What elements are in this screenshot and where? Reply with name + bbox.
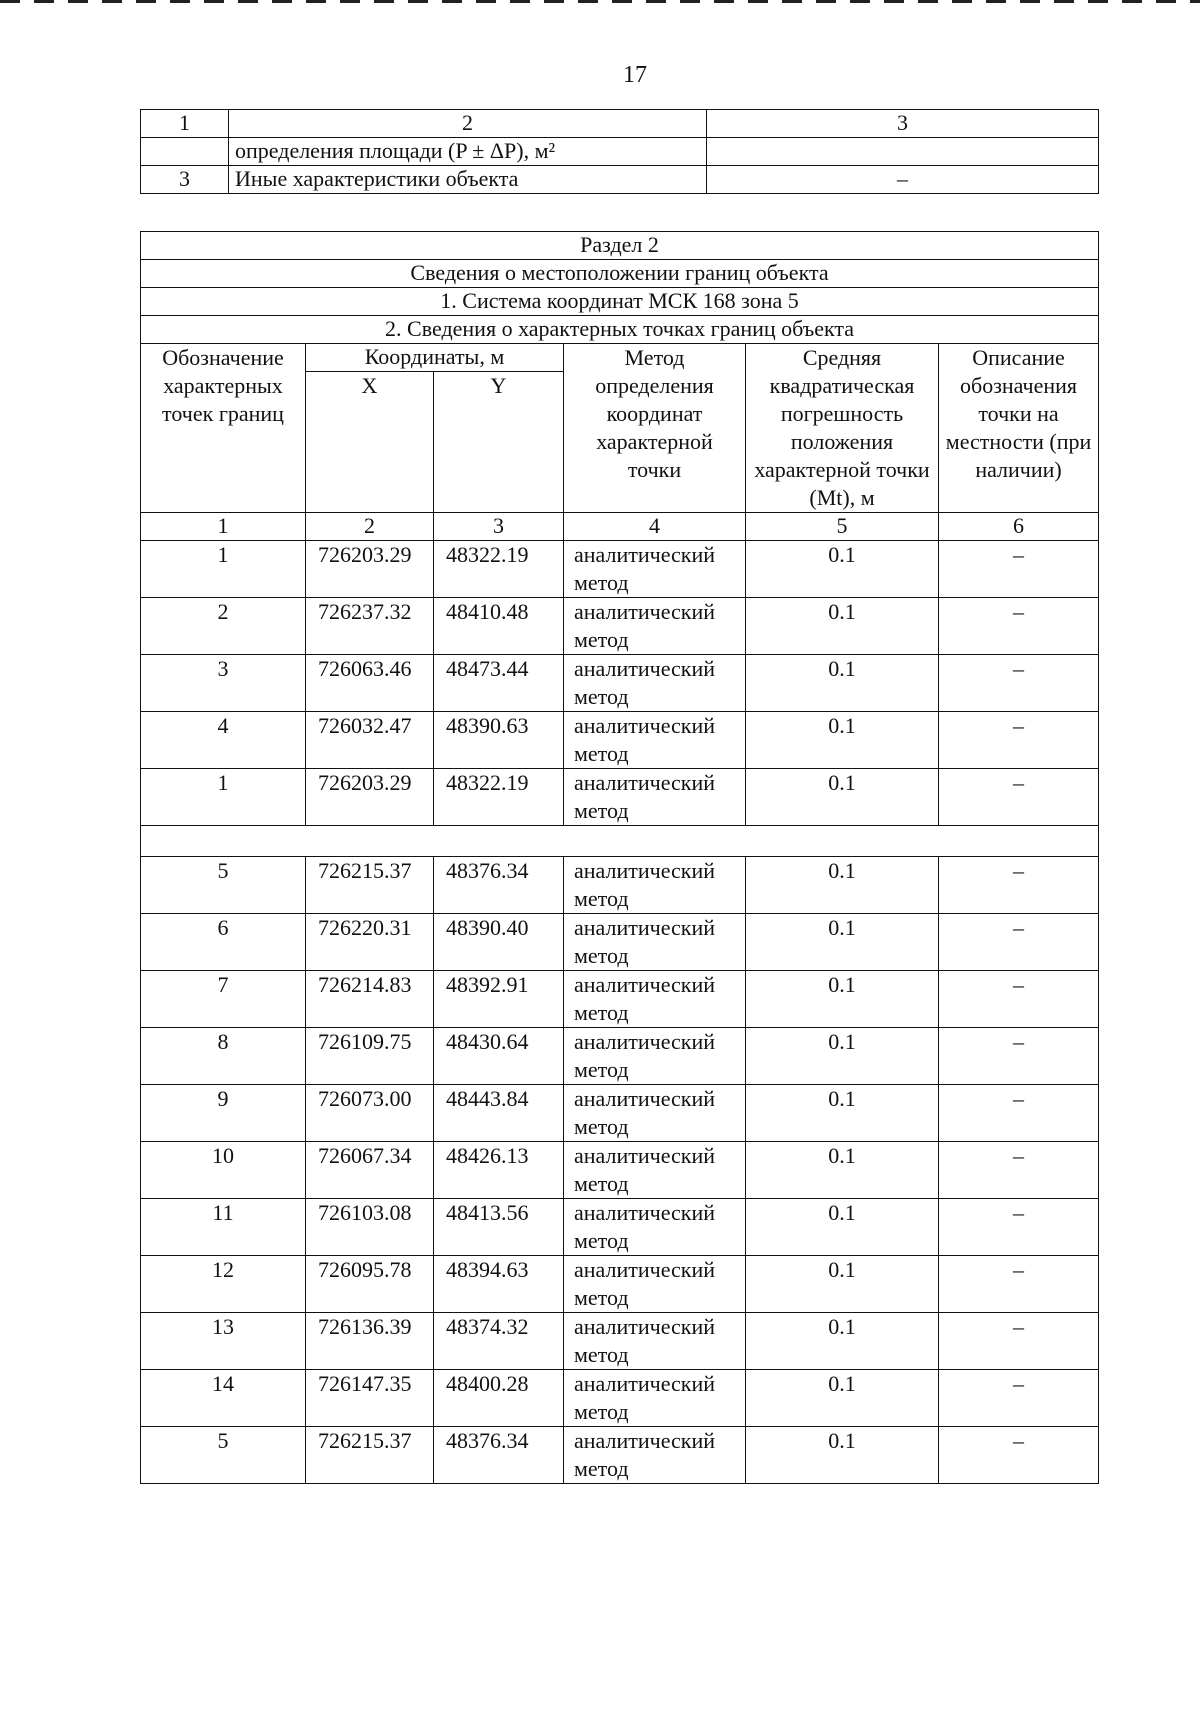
- table-cell: аналитический метод: [564, 1256, 746, 1313]
- table-cell: –: [939, 1256, 1099, 1313]
- coordinate-system: 1. Система координат МСК 168 зона 5: [141, 288, 1099, 316]
- col-header-error: Средняя квадратическая погрешность положения характерной точки (Mt), м: [746, 344, 939, 513]
- table-cell: аналитический метод: [564, 857, 746, 914]
- table-cell: –: [939, 914, 1099, 971]
- table-row: [141, 769, 1099, 826]
- table-cell: 3: [707, 110, 1099, 138]
- table-cell: 3: [141, 166, 229, 194]
- table-cell: 726063.46: [306, 655, 434, 712]
- table-cell: 48443.84: [434, 1085, 564, 1142]
- col-header-description: Описание обозначения точки на местности (при наличии): [939, 344, 1099, 513]
- table-cell: аналитический метод: [564, 598, 746, 655]
- table-cell: 14: [141, 1370, 306, 1427]
- table-cell: 5: [141, 1427, 306, 1484]
- table-cell: аналитический метод: [564, 1028, 746, 1085]
- table-cell: аналитический метод: [564, 1085, 746, 1142]
- table-cell: 1: [141, 541, 306, 598]
- table-cell: 11: [141, 1199, 306, 1256]
- table-cell: 726215.37: [306, 857, 434, 914]
- table-cell: 48473.44: [434, 655, 564, 712]
- separator-row: [141, 826, 1099, 857]
- table-cell: 726032.47: [306, 712, 434, 769]
- table-row: [141, 138, 1099, 166]
- table-cell: 1: [141, 110, 229, 138]
- table-cell: –: [939, 769, 1099, 826]
- table-cell: [141, 138, 229, 166]
- col-number: 6: [939, 513, 1099, 541]
- table-cell: –: [939, 1142, 1099, 1199]
- table-cell: 0.1: [746, 1427, 939, 1484]
- table-cell: –: [939, 971, 1099, 1028]
- table-cell: 0.1: [746, 857, 939, 914]
- table-cell: –: [939, 857, 1099, 914]
- table-row: [141, 971, 1099, 1028]
- table-cell: 48390.63: [434, 712, 564, 769]
- table-cell: 1: [141, 769, 306, 826]
- table-cell: 9: [141, 1085, 306, 1142]
- table-cell: 48374.32: [434, 1313, 564, 1370]
- table-cell: 0.1: [746, 541, 939, 598]
- table-row: [141, 1370, 1099, 1427]
- table-cell: 10: [141, 1142, 306, 1199]
- col-header-method: Метод определения координат характерной точки: [564, 344, 746, 513]
- page-number: 17: [623, 62, 647, 88]
- table-cell: Иные характеристики объекта: [229, 166, 707, 194]
- table-cell: –: [939, 1028, 1099, 1085]
- table-cell: 726237.32: [306, 598, 434, 655]
- table-cell: аналитический метод: [564, 1199, 746, 1256]
- table-cell: 2: [141, 598, 306, 655]
- table-cell: 726136.39: [306, 1313, 434, 1370]
- table-cell: –: [939, 712, 1099, 769]
- table-cell: 48410.48: [434, 598, 564, 655]
- table-cell: 726109.75: [306, 1028, 434, 1085]
- table-cell: 0.1: [746, 1313, 939, 1370]
- table-cell: аналитический метод: [564, 1142, 746, 1199]
- table-cell: 48413.56: [434, 1199, 564, 1256]
- table-cell: 726103.08: [306, 1199, 434, 1256]
- table-cell: 6: [141, 914, 306, 971]
- table-cell: аналитический метод: [564, 1313, 746, 1370]
- table-cell: 726215.37: [306, 1427, 434, 1484]
- col-header-y: Y: [434, 372, 564, 513]
- table-row: [141, 712, 1099, 769]
- table-row: [141, 166, 1099, 194]
- table-row: [141, 1142, 1099, 1199]
- table-cell: 0.1: [746, 769, 939, 826]
- table-row: [141, 1199, 1099, 1256]
- points-title: 2. Сведения о характерных точках границ объекта: [141, 316, 1099, 344]
- table-cell: 48322.19: [434, 769, 564, 826]
- table-title: Сведения о местоположении границ объекта: [141, 260, 1099, 288]
- table-cell: 13: [141, 1313, 306, 1370]
- table-cell: 0.1: [746, 1028, 939, 1085]
- table-row: [141, 857, 1099, 914]
- table-row: [141, 1256, 1099, 1313]
- table-cell: –: [939, 1427, 1099, 1484]
- section-title: Раздел 2: [141, 232, 1099, 260]
- table-cell: 0.1: [746, 971, 939, 1028]
- table-cell: –: [707, 166, 1099, 194]
- table-row: [141, 598, 1099, 655]
- col-header-point: Обозначение характерных точек границ: [141, 344, 306, 513]
- table-cell: 726203.29: [306, 541, 434, 598]
- table-cell: 726203.29: [306, 769, 434, 826]
- boundary-points-table: [140, 231, 1099, 1484]
- table-cell: 0.1: [746, 598, 939, 655]
- col-number: 1: [141, 513, 306, 541]
- table-header-row: [141, 110, 1099, 138]
- table-cell: аналитический метод: [564, 1427, 746, 1484]
- table-cell: –: [939, 1085, 1099, 1142]
- table-row: [141, 1028, 1099, 1085]
- table-cell: –: [939, 1313, 1099, 1370]
- table-cell: 0.1: [746, 1199, 939, 1256]
- table-cell: 48430.64: [434, 1028, 564, 1085]
- table-cell: аналитический метод: [564, 655, 746, 712]
- table-cell: 726095.78: [306, 1256, 434, 1313]
- table-cell: аналитический метод: [564, 769, 746, 826]
- col-number: 5: [746, 513, 939, 541]
- col-number: 2: [306, 513, 434, 541]
- table-cell: 726067.34: [306, 1142, 434, 1199]
- table-cell: [141, 826, 1099, 857]
- table-cell: 0.1: [746, 655, 939, 712]
- table-cell: 0.1: [746, 1142, 939, 1199]
- col-number: 3: [434, 513, 564, 541]
- table-cell: 0.1: [746, 914, 939, 971]
- table-cell: 48390.40: [434, 914, 564, 971]
- table-cell: –: [939, 541, 1099, 598]
- table-row: [141, 1085, 1099, 1142]
- table-cell: 2: [229, 110, 707, 138]
- table-cell: 48322.19: [434, 541, 564, 598]
- table-cell: 48394.63: [434, 1256, 564, 1313]
- table-cell: аналитический метод: [564, 914, 746, 971]
- table-cell: 0.1: [746, 1256, 939, 1313]
- table-cell: 48426.13: [434, 1142, 564, 1199]
- table-cell: 48376.34: [434, 1427, 564, 1484]
- table-row: [141, 541, 1099, 598]
- table-cell: 726147.35: [306, 1370, 434, 1427]
- table-row: [141, 655, 1099, 712]
- table-cell: аналитический метод: [564, 541, 746, 598]
- table-cell: 5: [141, 857, 306, 914]
- col-number: 4: [564, 513, 746, 541]
- table-cell: –: [939, 1199, 1099, 1256]
- table-cell: аналитический метод: [564, 1370, 746, 1427]
- table-cell: 48376.34: [434, 857, 564, 914]
- table-cell: –: [939, 1370, 1099, 1427]
- table-cell: аналитический метод: [564, 712, 746, 769]
- table-cell: 0.1: [746, 1085, 939, 1142]
- table-cell: 3: [141, 655, 306, 712]
- column-numbers-row: [141, 513, 1099, 541]
- table-cell: 48400.28: [434, 1370, 564, 1427]
- table-cell: 48392.91: [434, 971, 564, 1028]
- table-cell: 726073.00: [306, 1085, 434, 1142]
- table-cell: аналитический метод: [564, 971, 746, 1028]
- table-cell: –: [939, 598, 1099, 655]
- table-cell: 726220.31: [306, 914, 434, 971]
- table-cell: –: [939, 655, 1099, 712]
- table-cell: определения площади (P ± ΔP), м²: [229, 138, 707, 166]
- top-dashed-border: [0, 0, 1200, 3]
- table-cell: 12: [141, 1256, 306, 1313]
- table-cell: 726214.83: [306, 971, 434, 1028]
- table-cell: 4: [141, 712, 306, 769]
- table-cell: 8: [141, 1028, 306, 1085]
- table-row: [141, 1313, 1099, 1370]
- table-cell: 7: [141, 971, 306, 1028]
- characteristics-table: [140, 109, 1099, 194]
- table-cell: [707, 138, 1099, 166]
- col-header-coords: Координаты, м: [306, 344, 564, 372]
- table-cell: 0.1: [746, 712, 939, 769]
- table-row: [141, 914, 1099, 971]
- col-header-x: X: [306, 372, 434, 513]
- table-row: [141, 1427, 1099, 1484]
- table-cell: 0.1: [746, 1370, 939, 1427]
